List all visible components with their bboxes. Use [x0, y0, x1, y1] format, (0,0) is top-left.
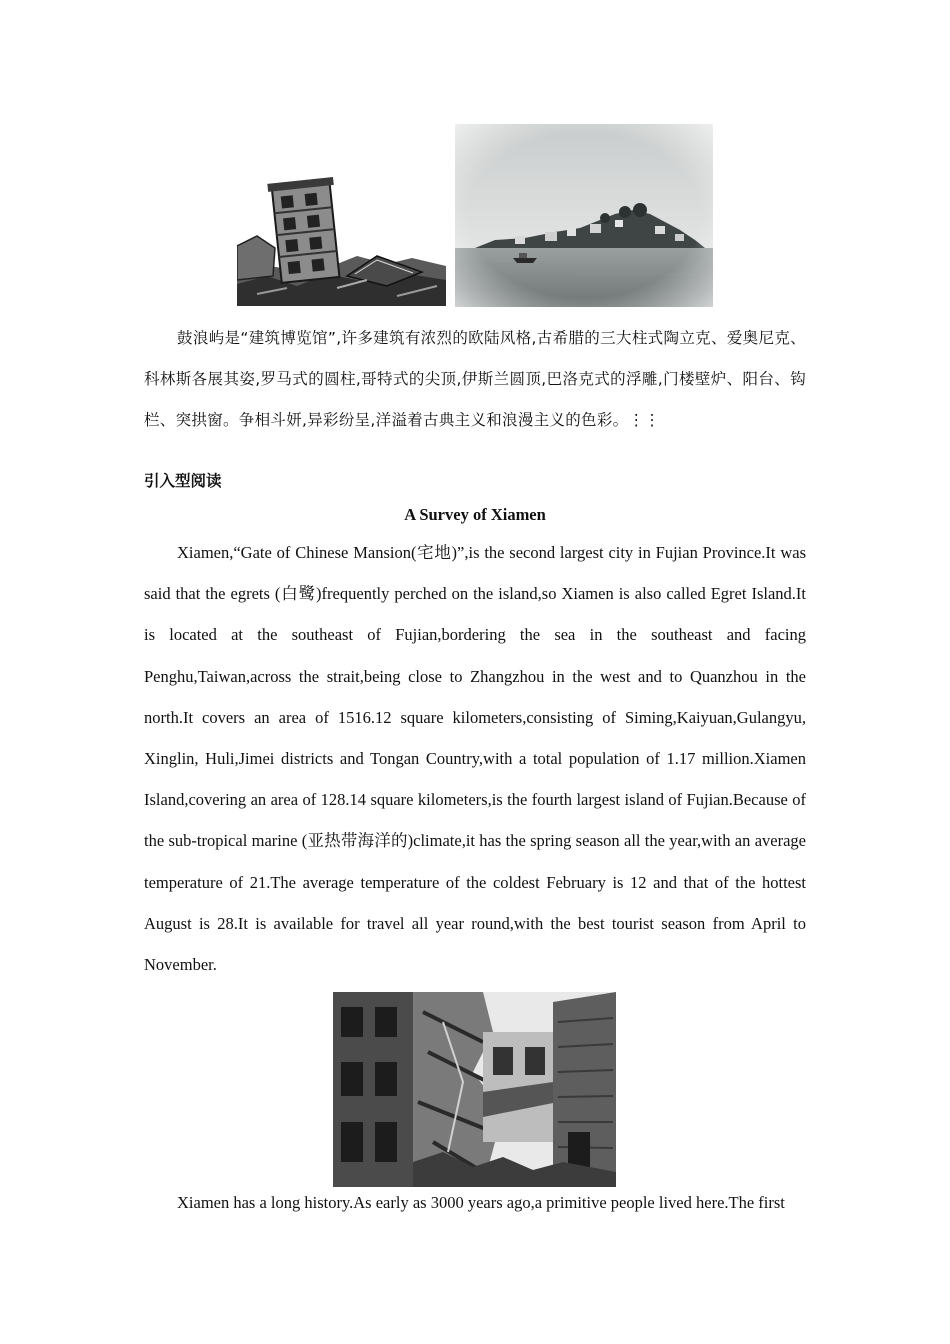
section-heading: 引入型阅读: [144, 472, 222, 490]
gulangyu-island-photo: [455, 124, 713, 307]
intro-paragraph-cn: 鼓浪屿是“建筑博览馆”,许多建筑有浓烈的欧陆风格,古希腊的三大柱式陶立克、爱奥尼克、科林斯各展其姿,罗马式的圆柱,哥特式的尖顶,伊斯兰圆顶,巴洛克式的浮雕,门楼壁炉、阳台、钩栏、突拱窗。争相斗妍,异彩纷呈,洋溢着古典主义和浪漫主义的色彩。⋮⋮: [144, 329, 806, 429]
article-paragraph-2: Xiamen has a long history.As early as 3000 years ago,a primitive people lived here.The first: [177, 1193, 785, 1212]
collapsed-house-photo: [333, 992, 616, 1187]
ruined-building-photo: [237, 176, 446, 306]
article-title: A Survey of Xiamen: [404, 505, 546, 524]
article-paragraph-1: Xiamen,“Gate of Chinese Mansion(宅地)”,is the second largest city in Fujian Province.It was said that the egrets (白鹭)frequently perched on the island,so Xiamen is also called Egret Island.It is located at the southeast of Fujian,bordering the sea in the southeast and facing Penghu,Taiwan,across the strait,being close to Zhangzhou in the west and to Quanzhou in the north.It covers an area of 1516.12 square kilometers,consisting of Siming,Kaiyuan,Gulangyu, Xinglin, Huli,Jimei districts and Tongan Country,with a total population of 1.17 million.Xiamen Island,covering an area of 128.14 square kilometers,is the fourth largest island of Fujian.Because of the sub-tropical marine (亚热带海洋的)climate,it has the spring season all the year,with an average temperature of 21.The average temperature of the coldest February is 12 and that of the hottest August is 28.It is available for travel all year round,with the best tourist season from April to November.: [144, 543, 806, 975]
